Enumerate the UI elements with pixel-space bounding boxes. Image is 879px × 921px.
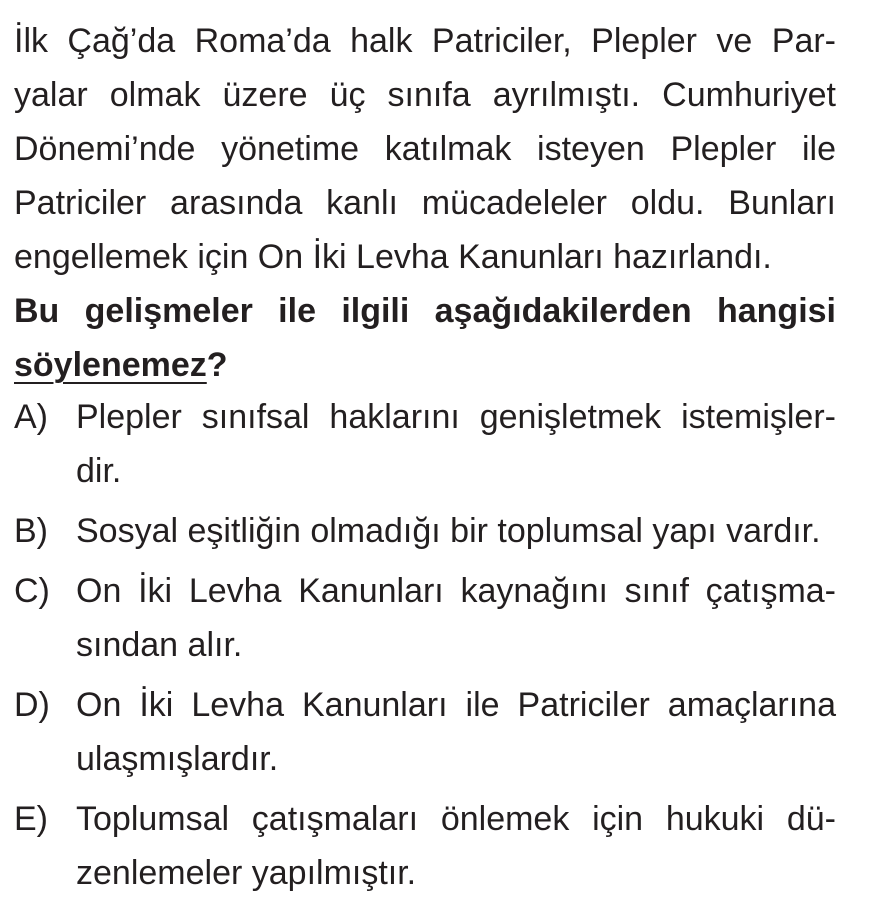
- question-block: [14, 14, 836, 392]
- option-line: Toplumsal çatışmaları önlemek için hukuki dü-: [76, 800, 836, 838]
- option-text: [76, 678, 836, 786]
- option-line: On İki Levha Kanunları ile Patriciler amaçlarına: [76, 686, 836, 724]
- option-e[interactable]: [14, 792, 836, 900]
- passage-line: yalar olmak üzere üç sınıfa ayrılmıştı. Cumhuriyet: [14, 76, 836, 114]
- passage-line: engellemek için On İki Levha Kanunları hazırlandı.: [14, 238, 772, 276]
- option-line: ulaşmışlardır.: [76, 740, 279, 778]
- option-line: Sosyal eşitliğin olmadığı bir toplumsal yapı vardır.: [76, 512, 821, 550]
- question-stem-ending: [14, 338, 836, 392]
- passage-line: Patriciler arasında kanlı mücadeleler oldu. Bunları: [14, 184, 836, 222]
- option-letter: E): [14, 800, 48, 838]
- underlined-keyword: söylenemez: [14, 346, 207, 384]
- option-line: Plepler sınıfsal haklarını genişletmek istemişler-: [76, 398, 836, 436]
- answer-options: [14, 390, 836, 900]
- option-letter: A): [14, 398, 48, 436]
- option-line: On İki Levha Kanunları kaynağını sınıf çatışma-: [76, 572, 836, 610]
- option-text: [76, 504, 836, 558]
- passage-line: İlk Çağ’da Roma’da halk Patriciler, Plepler ve Par-: [14, 22, 836, 60]
- option-line: dir.: [76, 452, 122, 490]
- option-c[interactable]: [14, 564, 836, 672]
- option-line: zenlemeler yapılmıştır.: [76, 854, 417, 892]
- option-line: sından alır.: [76, 626, 243, 664]
- question-stem-line: Bu gelişmeler ile ilgili aşağıdakilerden hangisi: [14, 292, 836, 330]
- option-letter: C): [14, 572, 50, 610]
- option-letter: D): [14, 686, 50, 724]
- passage-line: Dönemi’nde yönetime katılmak isteyen Plepler ile: [14, 130, 836, 168]
- option-a[interactable]: [14, 390, 836, 498]
- option-text: [76, 390, 836, 498]
- option-text: [76, 792, 836, 900]
- option-letter: B): [14, 512, 48, 550]
- option-d[interactable]: [14, 678, 836, 786]
- option-b[interactable]: [14, 504, 836, 558]
- question-mark: ?: [206, 346, 228, 384]
- option-text: [76, 564, 836, 672]
